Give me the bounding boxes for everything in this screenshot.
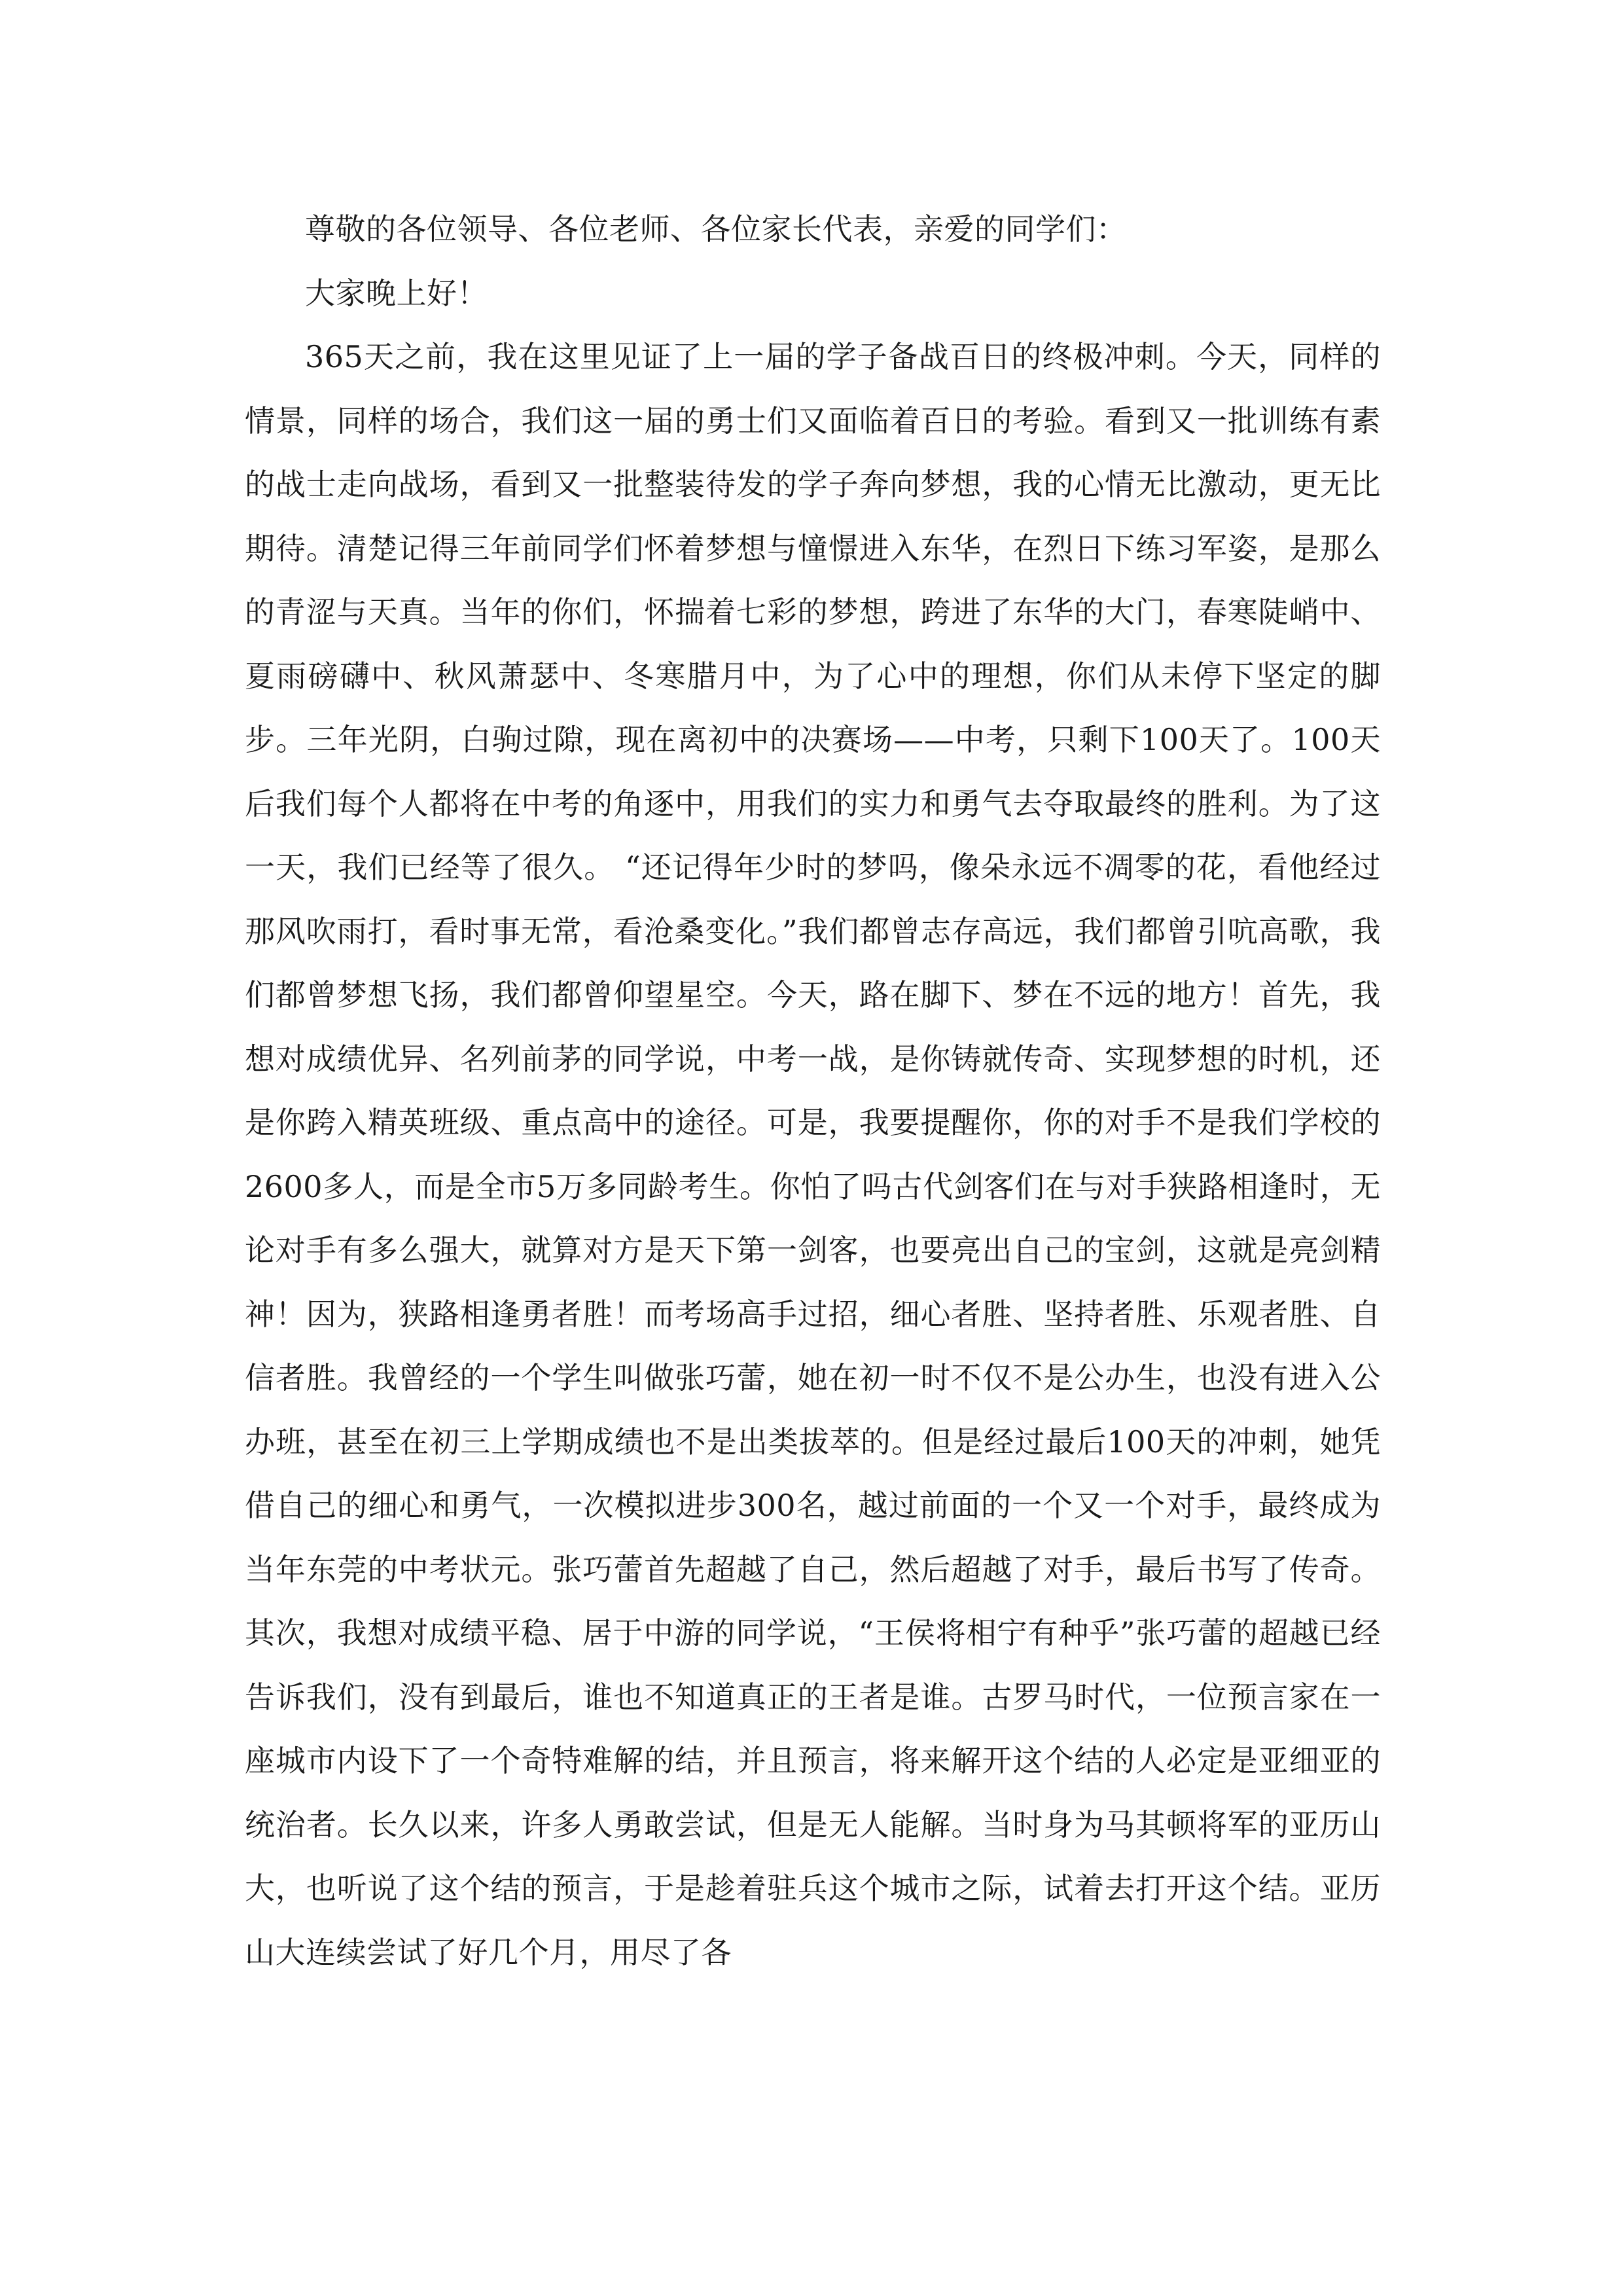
salutation-paragraph: 尊敬的各位领导、各位老师、各位家长代表，亲爱的同学们： xyxy=(305,211,1127,247)
greeting-paragraph: 大家晚上好！ xyxy=(305,275,488,311)
body-paragraph: 365天之前，我在这里见证了上一届的学子备战百日的终极冲刺。今天，同样的情景，同样的场合，我们这一届的勇士们又面临着百日的考验。看到又一批训练有素的战士走向战场，看到又一批整装待发的学子奔向梦想，我的心情无比激动，更无比期待。清楚记得三年前同学们怀着梦想与憧憬进入东华，在烈日下练习军姿，是那么的青涩与天真。当年的你们，怀揣着七彩的梦想，跨进了东华的大门，春寒陡峭中、夏雨磅礴中、秋风萧瑟中、冬寒腊月中，为了心中的理想，你们从未停下坚定的脚步。三年光阴，白驹过隙，现在离初中的决赛场——中考，只剩下100天了。100天后我们每个人都将在中考的角逐中，用我们的实力和勇气去夺取最终的胜利。为了这一天，我们已经等了很久。 “还记得年少时的梦吗，像朵永远不凋零的花，看他经过那风吹雨打，看时事无常，看沧桑变化。”我们都曾志存高远，我们都曾引吭高歌，我们都曾梦想飞扬，我们都曾仰望星空。今天，路在脚下、梦在不远的地方！首先，我想对成绩优异、名列前茅的同学说，中考一战，是你铸就传奇、实现梦想的时机，还是你跨入精英班级、重点高中的途径。可是，我要提醒你，你的对手不是我们学校的2600多人，而是全市5万多同龄考生。你怕了吗古代剑客们在与对手狭路相逢时，无论对手有多么强大，就算对方是天下第一剑客，也要亮出自己的宝剑，这就是亮剑精神！因为，狭路相逢勇者胜！而考场高手过招，细心者胜、坚持者胜、乐观者胜、自信者胜。我曾经的一个学生叫做张巧蕾，她在初一时不仅不是公办生，也没有进入公办班，甚至在初三上学期成绩也不是出类拔萃的。但是经过最后100天的冲刺，她凭借自己的细心和勇气，一次模拟进步300名，越过前面的一个又一个对手，最终成为当年东莞的中考状元。张巧蕾首先超越了自己，然后超越了对手，最后书写了传奇。其次，我想对成绩平稳、居于中游的同学说，“王侯将相宁有种乎”张巧蕾的超越已经告诉我们，没有到最后，谁也不知道真正的王者是谁。古罗马时代，一位预言家在一座城市内设下了一个奇特难解的结，并且预言，将来解开这个结的人必定是亚细亚的统治者。长久以来，许多人勇敢尝试，但是无人能解。当时身为马其顿将军的亚历山大，也听说了这个结的预言，于是趁着驻兵这个城市之际，试着去打开这个结。亚历山大连续尝试了好几个月，用尽了各 xyxy=(245,339,1381,1970)
speech-text xyxy=(245,198,1381,1984)
